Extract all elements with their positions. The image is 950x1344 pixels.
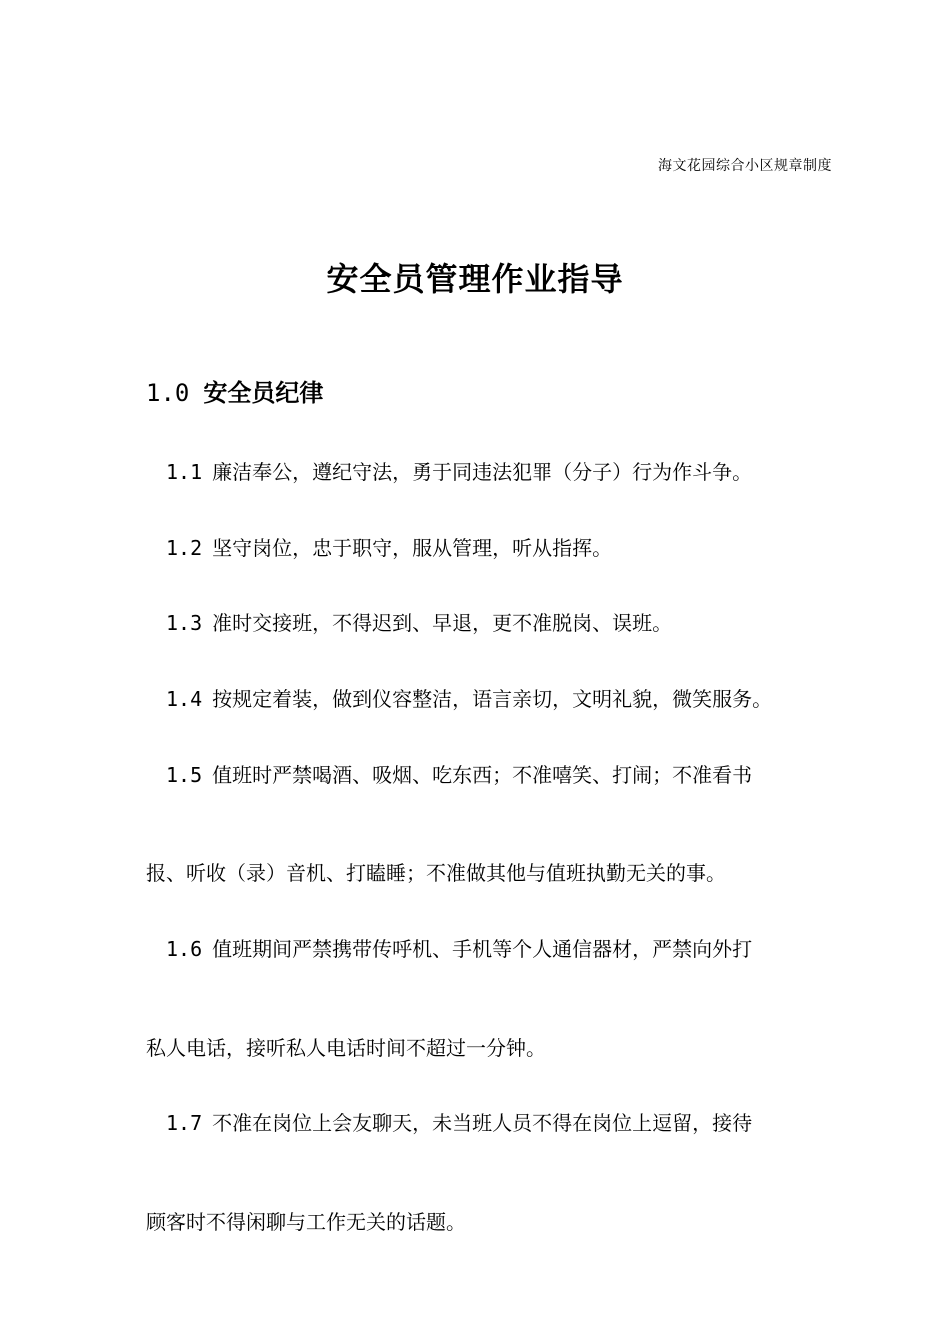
- item-1-6: [166, 933, 752, 962]
- item-number: 1.6: [166, 937, 203, 961]
- item-text: 坚守岗位，忠于职守，服从管理，听从指挥。: [212, 536, 613, 560]
- page-header: 海文花园综合小区规章制度: [658, 158, 832, 174]
- document-title: 安全员管理作业指导: [326, 260, 624, 298]
- section-number: 1.0: [146, 379, 190, 407]
- item-text: 不准在岗位上会友聊天，未当班人员不得在岗位上逗留，接待: [212, 1111, 753, 1135]
- item-text: 按规定着装，做到仪容整洁，语言亲切，文明礼貌，微笑服务。: [212, 687, 773, 711]
- item-number: 1.2: [166, 536, 203, 560]
- item-number: 1.4: [166, 687, 203, 711]
- item-number: 1.5: [166, 763, 203, 787]
- item-1-1: [166, 456, 752, 485]
- item-number: 1.7: [166, 1111, 203, 1135]
- item-text: 值班期间严禁携带传呼机、手机等个人通信器材，严禁向外打: [212, 937, 753, 961]
- item-1-6-continuation: 私人电话，接听私人电话时间不超过一分钟。: [146, 1036, 546, 1060]
- item-number: 1.3: [166, 611, 203, 635]
- item-1-2: [166, 532, 612, 561]
- item-number: 1.1: [166, 460, 203, 484]
- item-text: 廉洁奉公，遵纪守法，勇于同违法犯罪（分子）行为作斗争。: [212, 460, 753, 484]
- item-1-5: [166, 759, 752, 788]
- item-1-7-continuation: 顾客时不得闲聊与工作无关的话题。: [146, 1210, 466, 1234]
- section-title: 安全员纪律: [203, 379, 324, 407]
- item-1-7: [166, 1107, 752, 1136]
- item-1-3: [166, 607, 672, 636]
- item-text: 准时交接班，不得迟到、早退，更不准脱岗、误班。: [212, 611, 673, 635]
- section-heading: [146, 373, 323, 408]
- item-1-5-continuation: 报、听收（录）音机、打瞌睡；不准做其他与值班执勤无关的事。: [146, 861, 726, 885]
- item-text: 值班时严禁喝酒、吸烟、吃东西；不准嘻笑、打闹；不准看书: [212, 763, 753, 787]
- item-1-4: [166, 683, 772, 712]
